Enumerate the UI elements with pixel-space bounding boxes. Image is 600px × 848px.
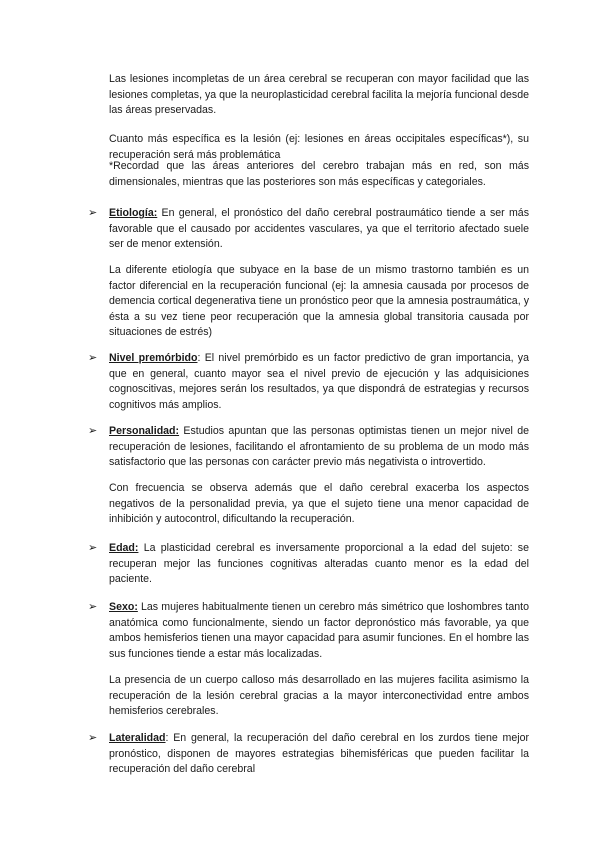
intro-paragraph-2: Cuanto más específica es la lesión (ej: lesiones en áreas occipitales específicas*), su recuperación será más problemática xyxy=(109,133,529,161)
personalidad-term: Personalidad: xyxy=(109,425,180,437)
edad-text: La plasticidad cerebral es inversamente proporcional a la edad del sujeto: se recuperan mejor las funciones cognitivas alteradas cuanto menor es la edad del paciente. xyxy=(109,542,529,585)
sexo-text: Las mujeres habitualmente tienen un cerebro más simétrico que loshombres tanto anatómica como funcionalmente, siendo un factor depronóstico más favorable, ya que ambos hemisferios tienen una mayor capacidad para asumir funciones. En el hombre las sus funciones tiende a estar más localizadas. xyxy=(109,601,529,660)
etiologia-paragraph-2: La diferente etiología que subyace en la base de un mismo trastorno también es un factor diferencial en la recuperación funcional (ej: la amnesia causada por procesos de demencia cortical degenerativa tiene un pronóstico peor que la amnesia postraumática, y ésta a su vez tiene peor recuperación que la amnesia global transitoria causada por situaciones de estrés) xyxy=(109,264,529,338)
etiologia-paragraph xyxy=(109,206,529,253)
sexo-paragraph-2: La presencia de un cuerpo calloso más desarrollado en las mujeres facilita asimismo la recuperación de la lesión cerebral gracias a la mayor interconectividad entre ambos hemisferios cerebrales. xyxy=(109,674,529,717)
nivel-term: Nivel premórbido xyxy=(109,352,198,364)
nivel-text: : El nivel premórbido es un factor predictivo de gran importancia, ya que en general, cuanto mayor sea el nivel previo de ejecución y las adquisiciones cognoscitivas, mejores serán los resultados, ya que dispondrá de estrategias y recursos cognitivos más amplios. xyxy=(109,352,530,411)
lateralidad-term: Lateralidad xyxy=(109,732,166,744)
bullet-arrow-icon: ➢ xyxy=(88,601,98,613)
bullet-arrow-icon: ➢ xyxy=(88,542,98,554)
personalidad-paragraph xyxy=(109,424,529,471)
personalidad-text: Estudios apuntan que las personas optimistas tienen un mejor nivel de recuperación de lesiones, facilitando el afrontamiento de su problema de un modo más satisfactorio que las personas con carácter previo más negativista o introvertido. xyxy=(109,425,529,468)
bullet-arrow-icon: ➢ xyxy=(88,352,98,364)
bullet-arrow-icon: ➢ xyxy=(88,732,98,744)
nivel-paragraph xyxy=(109,351,529,413)
sexo-paragraph xyxy=(109,600,529,662)
etiologia-term: Etiología: xyxy=(109,207,158,219)
etiologia-text: En general, el pronóstico del daño cerebral postraumático tiende a ser más favorable que el causado por accidentes vasculares, ya que el territorio afectado suele ser de menor extensión. xyxy=(109,207,529,250)
bullet-arrow-icon: ➢ xyxy=(88,207,98,219)
personalidad-paragraph-2: Con frecuencia se observa además que el daño cerebral exacerba los aspectos negativos de la personalidad previa, ya que el sujeto tiene una menor capacidad de inhibición y autocontrol, dificultando la recuperación. xyxy=(109,482,529,525)
edad-term: Edad: xyxy=(109,542,139,554)
bullet-arrow-icon: ➢ xyxy=(88,425,98,437)
lateralidad-paragraph xyxy=(109,731,529,778)
lateralidad-text: : En general, la recuperación del daño cerebral en los zurdos tiene mejor pronóstico, disponen de mayores estrategias bihemisféricas que pueden facilitar la recuperación del daño cerebral xyxy=(109,732,529,775)
intro-paragraph-3: *Recordad que las áreas anteriores del cerebro trabajan más en red, son más dimensionales, mientras que las posteriores son más específicas y categoriales. xyxy=(109,160,529,188)
intro-paragraph-1: Las lesiones incompletas de un área cerebral se recuperan con mayor facilidad que las lesiones completas, ya que la neuroplasticidad cerebral facilita la mejoría funcional desde las áreas preservadas. xyxy=(109,73,529,116)
sexo-term: Sexo: xyxy=(109,601,138,613)
edad-paragraph xyxy=(109,541,529,588)
